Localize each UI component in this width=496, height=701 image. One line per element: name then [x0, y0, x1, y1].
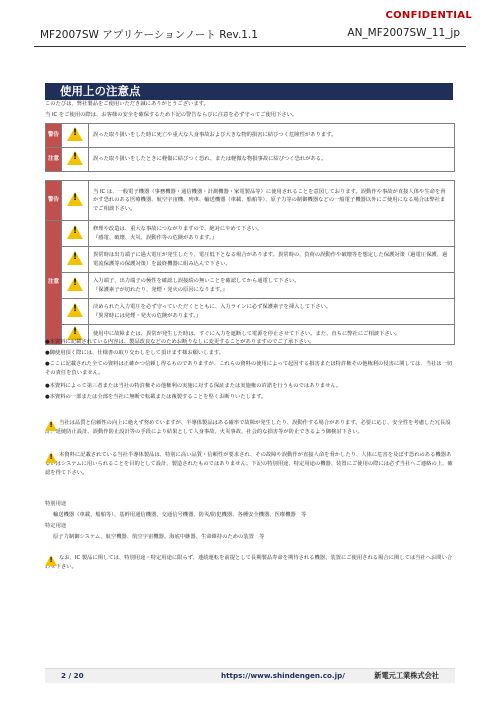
- caution-item: 修理や改造は、重大な事故につながりますので、絶対にやめて下さい。 『感電、破壊、火災、誤動作等の危険があります。』: [89, 221, 455, 247]
- section-title: 使用上の注意点: [60, 84, 141, 98]
- caution-icon: [45, 420, 57, 431]
- bullet-item: ●本資料に記載されている内容は、製品改良などのためお断りなしに変更することがありますのでご了承下さい。: [45, 339, 315, 345]
- caution-label-2: 注意: [46, 221, 62, 345]
- page-number: 2 / 20: [61, 671, 84, 680]
- warning-label-2: 警告: [46, 181, 62, 221]
- company-name: 新電元工業株式会社: [374, 671, 439, 680]
- caution-item: 決められた入力電圧を必ず守っていただくとともに、入力ラインに必ず保護素子を挿入して下さい。 『異常時には発煙・発火の危険があります。』: [89, 299, 455, 325]
- special-use-list: 輸送機器（車載、船舶等）、基幹用通信機器、交通信号機器、防災/防犯機器、各種安全機器、医療機器 等: [53, 512, 307, 518]
- intro-line-1: このたびは、弊社製品をご使用いただき誠にありがとうございます。: [45, 101, 209, 107]
- warning-body: 当 IC は、一般電子機器（事務機器・通信機器・計測機器・家電製品等）に使用されることを意図しております。誤動作や事故が直接人体や生命を脅かす恐れのある医療機器、航空宇宙機、列車、輸送機器（車載、船舶等）、原子力等の制御機器などの一般電子機器以外にご使用になる場合は弊社までご相談下さい。: [89, 181, 455, 221]
- bullet-item: ●本資料によって第三者または当社の特許権その他権利の実施に対する保証または実施権の許諾を行うものではありません。: [45, 383, 342, 389]
- caution-icon: [67, 225, 83, 239]
- page-footer: [45, 668, 455, 683]
- doc-title: MF2007SW アプリケーションノート Rev.1.1: [40, 29, 258, 41]
- caution-item: 入力端子、出力端子の極性を確認し誤接続の無いことを確認してから通電して下さい。 『保護素子が切れたり、発煙・発火の原因になります。』: [89, 273, 455, 299]
- confidential-mark: CONFIDENTIAL: [385, 10, 472, 21]
- special-use-notice: ! 本資料に記載されている当社半導体製品は、特別に高い品質・信頼性が要求され、その故障や誤動作が直接人命を脅かしたり、人体に危害を及ぼす恐れのある機器あるいはシステムに用いられることを目的として設計、製造されたものではありません。下記の特別用途、特定用途の機器、装置にご使用の際には必ず当社へご連絡の上、確認を得て下さい。: [45, 451, 455, 478]
- warning-icon: [67, 127, 83, 141]
- header-rule: [34, 46, 466, 47]
- caution-icon: [45, 555, 57, 566]
- doc-number: AN_MF2007SW_11_jp: [347, 27, 460, 39]
- bullet-item: ●ここに記載された全ての資料は正確かつ信頼し得るものでありますが、これらの資料の使用によって起因する損害または特許権その他権利の侵害に関しては、当社は一切その責任を負いません。: [45, 361, 453, 376]
- specific-use-heading: 特定用途: [45, 523, 67, 529]
- warning-legend-table: [45, 123, 455, 172]
- precautions-table: [45, 180, 455, 345]
- special-use-heading: 特別用途: [45, 501, 67, 507]
- caution-icon: [45, 452, 57, 463]
- company-url[interactable]: https://www.shindengen.co.jp/: [221, 671, 345, 680]
- intro-line-2: 当 IC をご使用の際は、お客様の安全を確保するため下記の警告ならびに注意を必ず守ってご使用下さい。: [45, 112, 298, 118]
- caution-icon: [67, 277, 83, 291]
- page-header: [34, 27, 466, 44]
- reliability-notice: ! 当社は品質と信頼性の向上に絶えず努めていますが、半導体製品はある確率で故障が発生したり、誤動作する場合があります。必要に応じ、安全性を考慮した冗長設計、延焼防止設計、誤動作防止設計等の手段により結果として人身事故、火災事故、社会的な損害等が防止できるよう御検討下さい。: [45, 419, 455, 437]
- warning-icon: [67, 192, 83, 206]
- caution-icon: [67, 151, 83, 165]
- lifetime-notice: ! なお、IC 製品に関しては、特別用途・特定用途に限らず、連続運転を前提として長期製品寿命を期待される機器、装置にご使用される場合に関しては当社へお問い合わせ下さい。: [45, 554, 455, 572]
- section-title-bar: [45, 83, 453, 100]
- bullet-item: ●本資料の一部または全部を当社に無断で転載または複製することを堅くお断りいたします。: [45, 394, 267, 400]
- caution-icon: [67, 303, 83, 317]
- caution-item: 異常時は出力端子に過大電圧が発生したり、電圧低下となる場合があります。異常時の、負荷の誤動作や破壊等を想定した保護対策（過電圧保護、過電流保護等の保護対策）を最終機器に組み込んで下さい。: [89, 247, 455, 273]
- warning-label: 警告: [46, 124, 62, 148]
- caution-label: 注意: [46, 148, 62, 172]
- caution-desc: 誤った取り扱いをしたときに軽傷に結びつく恐れ、または軽微な物損事故に結びつく恐れがある。: [89, 148, 455, 172]
- bullet-item: ●御使用頂く際には、仕様書の取り交わしをして頂けます様お願いします。: [45, 350, 224, 356]
- caution-item: 使用中に故障または、異常が発生した時は、すぐに入力を遮断して電源を停止させて下さい。また、直ちに弊社にご相談下さい。: [89, 325, 455, 345]
- warning-desc: 誤った取り扱いをした時に死亡や重大な人身事故および大きな物的損害に結びつく危険性があります。: [89, 124, 455, 148]
- specific-use-list: 原子力制御システム、航空機器、航空宇宙機器、海底中継器、生命維持のための装置 等: [53, 534, 265, 540]
- caution-icon: [67, 251, 83, 265]
